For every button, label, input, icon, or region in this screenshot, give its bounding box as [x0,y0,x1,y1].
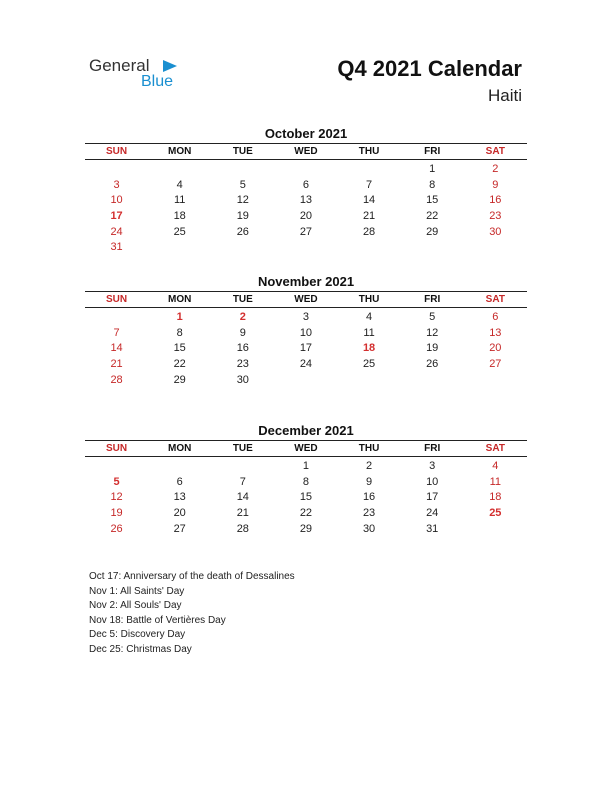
day-cell [464,522,527,538]
day-cell: 3 [113,178,120,191]
holiday-day-cell: 5 [113,475,120,488]
day-cell: 28 [236,522,249,535]
divider [85,456,527,457]
day-cell [274,373,337,389]
holiday-day-cell: 25 [489,507,502,520]
month-title: October 2021 [264,126,348,141]
month-november [85,273,527,388]
holiday-day-cell: 2 [239,311,246,323]
weekday-label: FRI [424,146,441,157]
weekday-label: SAT [485,443,505,454]
day-cell: 29 [173,373,186,386]
day-cell: 31 [110,241,123,254]
week-row [85,475,527,491]
weekday-label: MON [168,294,192,305]
day-grid [85,162,527,256]
week-row [85,209,527,225]
weekday-header [85,145,527,159]
day-cell [464,240,527,256]
day-cell: 2 [366,460,373,472]
weekday-label: WED [294,443,318,454]
week-row [85,373,527,389]
day-cell: 9 [366,475,373,488]
weekday-label: SUN [106,294,128,305]
day-grid [85,459,527,537]
day-cell: 2 [492,163,499,175]
day-cell: 19 [426,342,439,355]
week-row [85,341,527,357]
holiday-note: Dec 25: Christmas Day [89,643,192,655]
week-row [85,326,527,342]
day-cell: 25 [173,225,186,238]
week-row [85,193,527,209]
day-cell: 16 [362,491,376,504]
day-cell [401,373,464,389]
day-cell [85,310,148,326]
day-cell: 10 [110,194,123,207]
weekday-header [85,442,527,456]
day-cell: 24 [110,225,123,238]
holiday-note: Nov 2: All Souls' Day [89,600,182,611]
weekday-label: SUN [106,146,128,157]
day-cell [85,162,148,178]
day-cell: 15 [426,194,439,207]
day-cell: 12 [236,194,249,207]
weekday-label: WED [294,294,318,305]
day-grid [85,310,527,388]
day-cell: 16 [236,342,249,355]
day-cell [148,459,211,475]
day-cell: 21 [236,507,249,520]
day-cell: 10 [299,326,313,339]
divider [85,440,527,441]
day-cell: 26 [110,522,123,535]
day-cell [211,459,274,475]
day-cell: 24 [426,507,439,520]
divider [85,159,527,160]
day-cell: 6 [492,311,499,323]
week-row [85,162,527,178]
day-cell [338,240,401,256]
day-cell: 4 [492,460,499,472]
month-title: November 2021 [257,274,355,289]
day-cell: 26 [236,225,249,238]
day-cell: 1 [429,163,436,175]
day-cell: 18 [173,210,186,223]
week-row [85,506,527,522]
day-cell: 28 [362,225,376,238]
day-cell: 19 [110,507,123,520]
day-cell: 11 [489,475,502,488]
weekday-label: SAT [485,146,505,157]
generalblue-logo [89,56,189,94]
day-cell [148,162,211,178]
day-cell: 22 [299,507,313,520]
day-cell: 23 [236,358,249,371]
holiday-note: Oct 17: Anniversary of the death of Dessalines [89,571,295,582]
holiday-note: Nov 18: Battle of Vertières Day [89,614,226,626]
week-row [85,357,527,373]
day-cell: 11 [363,326,375,339]
day-cell: 6 [176,475,183,488]
day-cell: 13 [173,491,186,504]
weekday-label: WED [294,146,318,157]
day-cell: 15 [299,491,313,504]
week-row [85,459,527,475]
day-cell: 9 [492,178,499,191]
day-cell: 17 [426,491,439,504]
weekday-label: TUE [232,146,253,157]
week-row [85,240,527,256]
day-cell [464,373,527,389]
day-cell: 8 [302,475,309,488]
week-row [85,178,527,194]
day-cell: 30 [362,522,376,535]
day-cell [274,162,337,178]
holiday-day-cell: 17 [110,210,123,223]
day-cell [85,459,148,475]
month-october [85,125,527,256]
holiday-note: Dec 5: Discovery Day [89,629,186,640]
day-cell: 3 [302,311,309,323]
day-cell: 16 [489,194,502,207]
holiday-day-cell: 1 [176,311,183,323]
day-cell: 23 [489,210,502,223]
day-cell: 24 [299,358,313,371]
day-cell: 5 [239,178,246,191]
week-row [85,490,527,506]
day-cell: 6 [302,178,309,191]
day-cell: 7 [113,326,120,339]
day-cell: 4 [176,178,183,191]
day-cell [211,162,274,178]
day-cell: 26 [426,358,439,371]
day-cell: 10 [426,475,439,488]
day-cell: 21 [110,358,123,371]
holiday-day-cell: 18 [362,342,376,355]
day-cell: 9 [239,326,246,339]
divider [85,291,527,292]
day-cell: 15 [173,342,186,355]
page-title: Q4 2021 Calendar [337,56,522,81]
day-cell: 8 [176,326,183,339]
day-cell: 7 [366,178,373,191]
day-cell [148,240,211,256]
weekday-label: MON [168,146,192,157]
weekday-label: THU [358,146,380,157]
day-cell: 4 [366,311,373,323]
day-cell: 23 [362,507,376,520]
day-cell: 25 [362,358,376,371]
day-cell: 14 [110,342,123,355]
weekday-header [85,293,527,307]
month-title: December 2021 [258,423,354,438]
weekday-label: TUE [232,294,253,305]
day-cell [274,240,337,256]
day-cell: 29 [426,225,439,238]
divider [85,143,527,144]
day-cell: 5 [429,311,436,323]
week-row [85,522,527,538]
day-cell: 21 [362,210,376,223]
weekday-label: MON [168,443,192,454]
weekday-label: SUN [106,443,128,454]
day-cell: 27 [299,225,313,238]
day-cell: 11 [173,194,186,207]
day-cell: 14 [236,491,249,504]
weekday-label: FRI [424,443,441,454]
logo-general-text: General [89,56,150,75]
holiday-notes [89,570,295,657]
day-cell [211,240,274,256]
day-cell: 30 [489,225,502,238]
day-cell [338,162,401,178]
holiday-note: Nov 1: All Saints' Day [89,585,185,597]
day-cell: 13 [489,326,502,339]
day-cell: 1 [302,460,309,472]
logo-flag-icon [163,60,177,72]
week-row [85,225,527,241]
day-cell: 22 [173,358,186,371]
day-cell: 12 [110,491,123,504]
day-cell: 27 [489,358,502,371]
day-cell [401,240,464,256]
day-cell: 8 [429,178,436,191]
day-cell: 13 [299,194,313,207]
day-cell: 19 [236,210,249,223]
weekday-label: THU [358,294,380,305]
day-cell: 20 [489,342,502,355]
day-cell: 20 [299,210,313,223]
weekday-label: TUE [232,443,253,454]
day-cell: 22 [426,210,439,223]
day-cell [338,373,401,389]
day-cell: 17 [299,342,313,355]
weekday-label: FRI [424,294,441,305]
month-december [85,422,527,537]
day-cell: 27 [173,522,186,535]
day-cell: 12 [426,326,439,339]
weekday-label: THU [358,443,380,454]
day-cell: 14 [362,194,376,207]
country-name: Haiti [487,86,522,105]
day-cell: 30 [236,373,249,386]
day-cell: 18 [489,491,502,504]
day-cell: 29 [299,522,313,535]
day-cell: 3 [429,460,436,472]
weekday-label: SAT [485,294,505,305]
week-row [85,310,527,326]
day-cell: 28 [110,373,123,386]
day-cell: 31 [426,522,439,535]
logo-blue-text: Blue [141,73,174,90]
day-cell: 7 [239,475,246,488]
day-cell: 20 [173,507,186,520]
divider [85,307,527,308]
